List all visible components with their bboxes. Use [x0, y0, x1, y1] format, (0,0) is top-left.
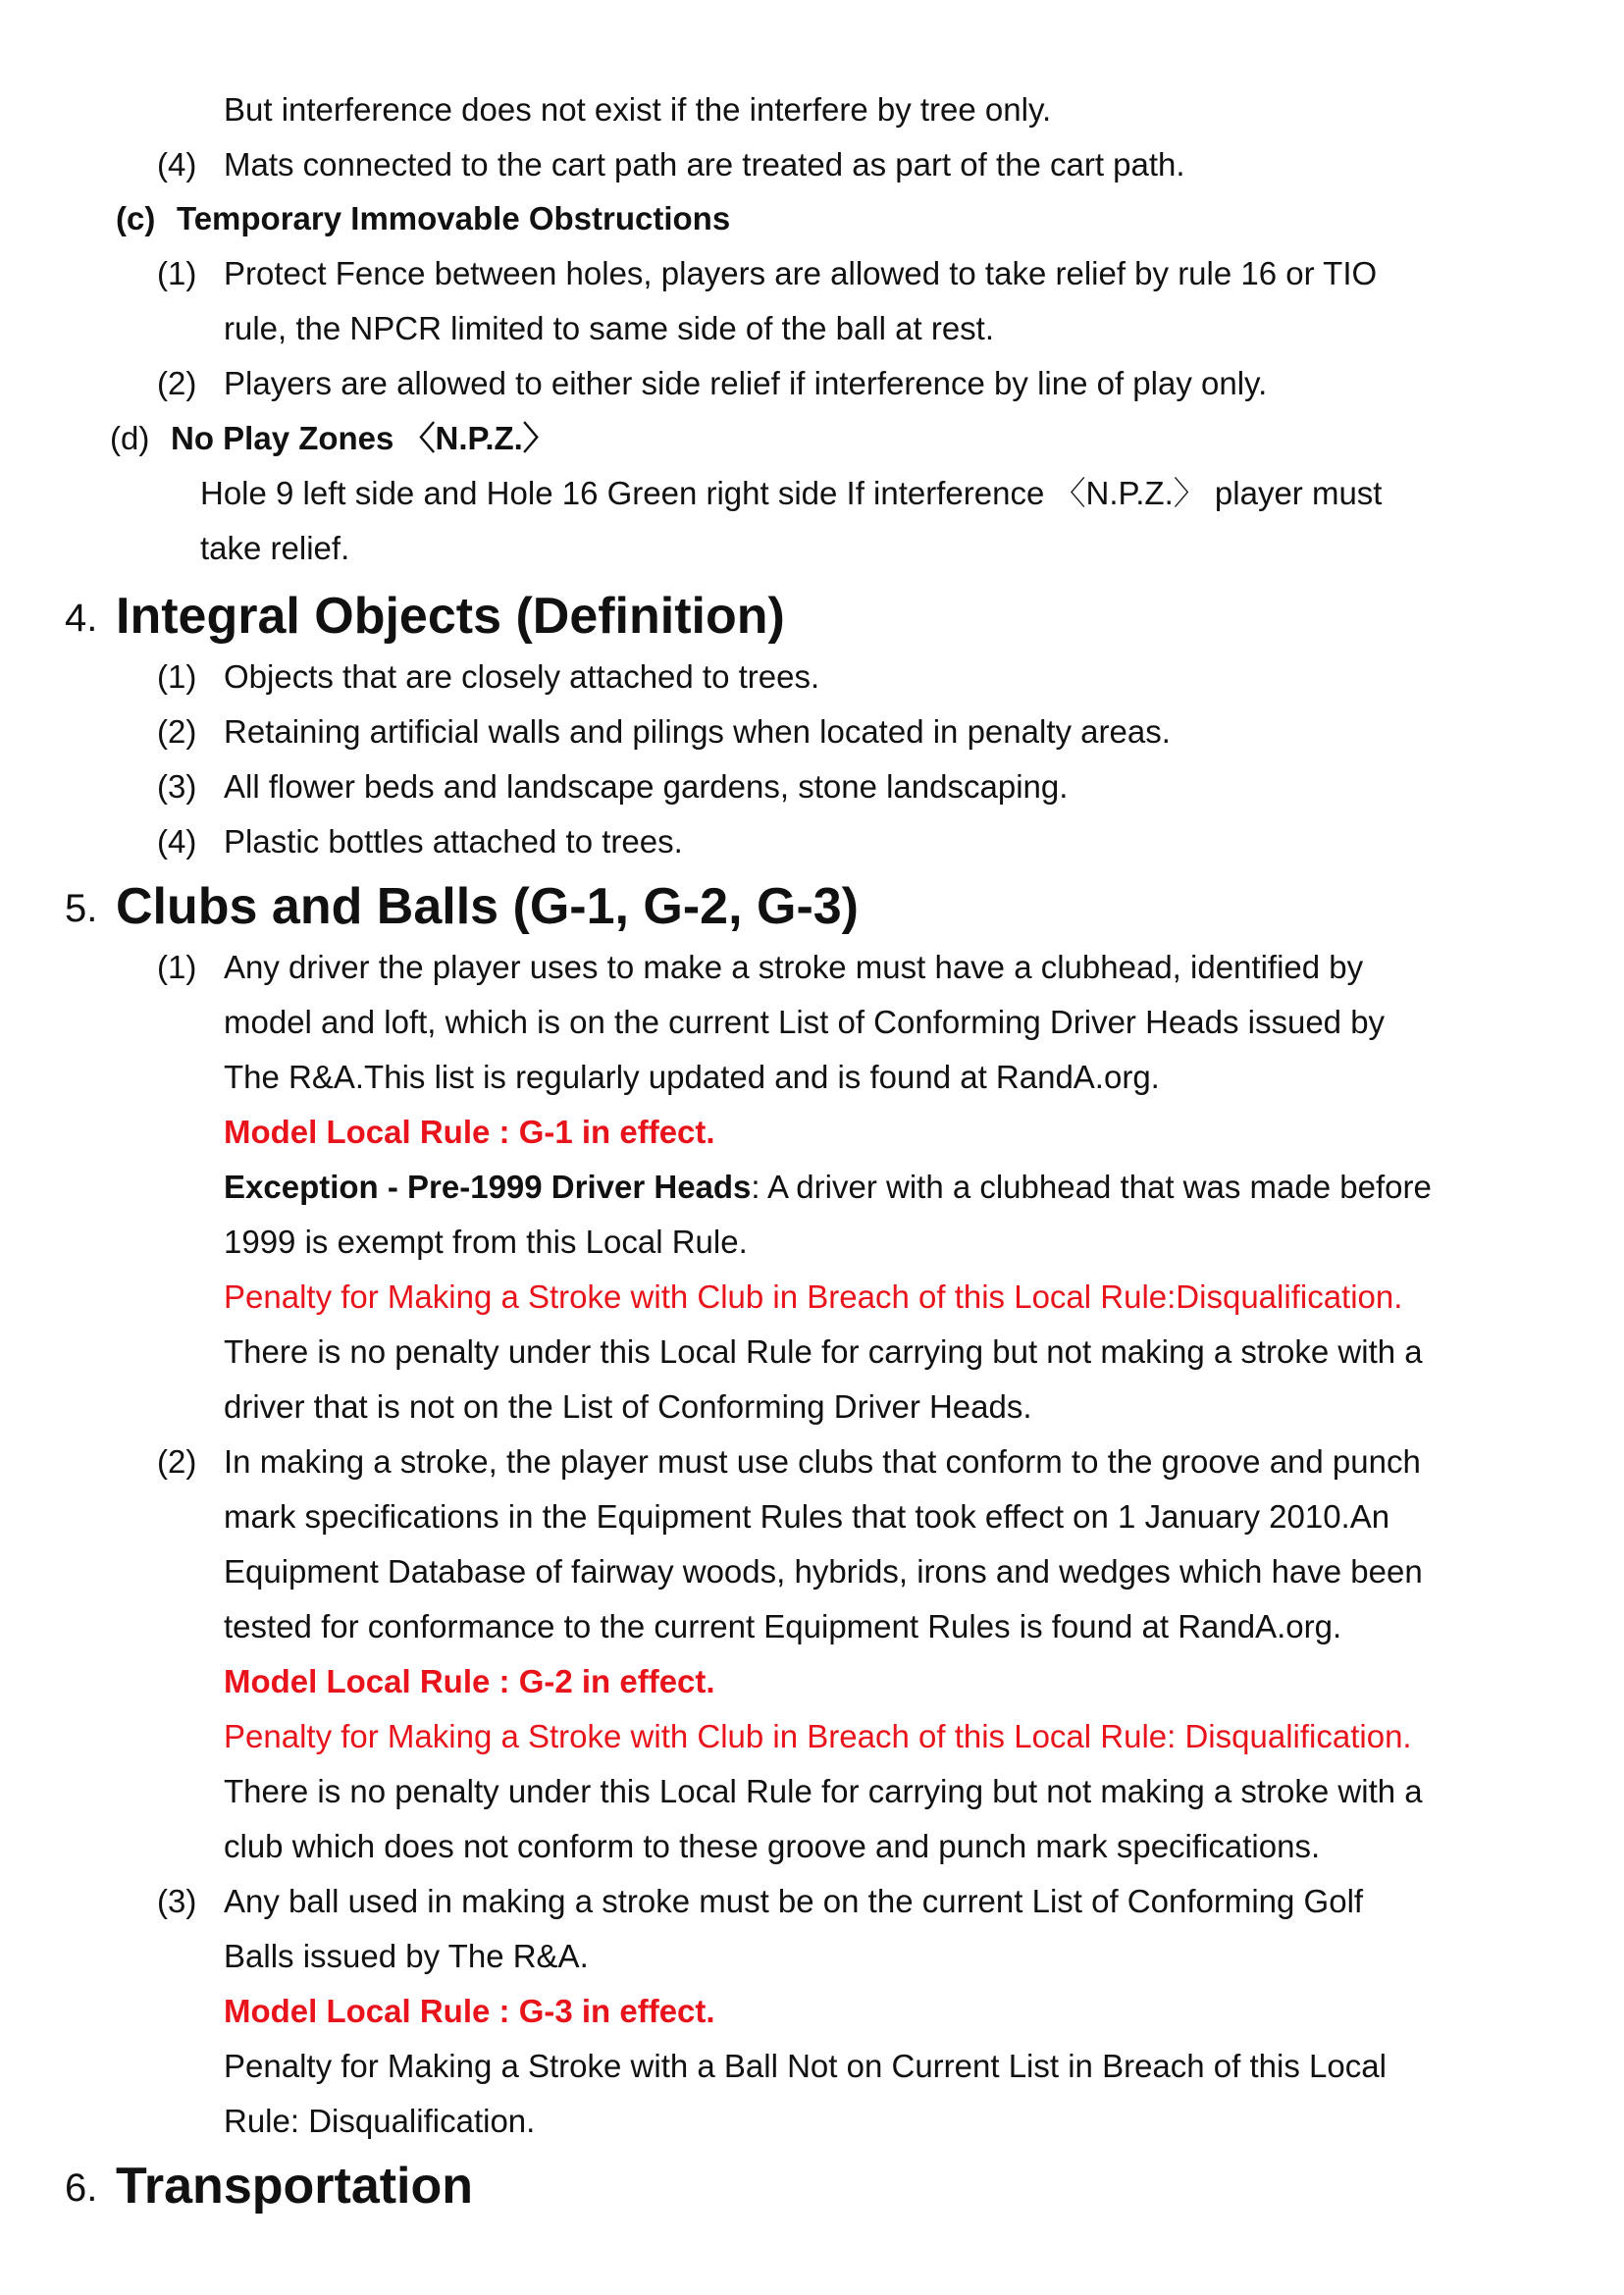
- list-item-text-cont: model and loft, which is on the current List of Conforming Driver Heads issued by: [224, 1004, 1386, 1040]
- subsection-title: No Play Zones 〈N.P.Z.〉: [171, 420, 555, 456]
- item-number: (2): [157, 713, 197, 750]
- penalty-text-cont: Rule: Disqualification.: [224, 2103, 536, 2139]
- section-number: 4.: [65, 597, 98, 640]
- item-number: (3): [157, 1883, 197, 1919]
- list-item-text: Any driver the player uses to make a stroke must have a clubhead, identified by: [224, 949, 1364, 985]
- section-heading: Clubs and Balls (G-1, G-2, G-3): [116, 878, 859, 935]
- paragraph-text: Hole 9 left side and Hole 16 Green right side If interference 〈N.P.Z.〉 player must: [200, 475, 1383, 511]
- list-item-text: Any ball used in making a stroke must be on the current List of Conforming Golf: [224, 1883, 1364, 1919]
- note-text-cont: driver that is not on the List of Conforming Driver Heads.: [224, 1388, 1032, 1425]
- list-item-text-cont: The R&A.This list is regularly updated and is found at RandA.org.: [224, 1059, 1160, 1095]
- note-text: There is no penalty under this Local Rule for carrying but not making a stroke with a: [224, 1773, 1423, 1809]
- list-item-text: In making a stroke, the player must use clubs that conform to the groove and punch: [224, 1443, 1421, 1480]
- model-local-rule: Model Local Rule : G-3 in effect.: [224, 1993, 715, 2029]
- exception-text: : A driver with a clubhead that was made before: [751, 1169, 1432, 1205]
- item-number: (4): [157, 823, 197, 860]
- note-text-cont: club which does not conform to these groove and punch mark specifications.: [224, 1828, 1321, 1864]
- section-heading: Transportation: [116, 2158, 474, 2215]
- paragraph-text-cont: take relief.: [200, 530, 350, 566]
- model-local-rule: Model Local Rule : G-2 in effect.: [224, 1663, 715, 1699]
- item-number: (1): [157, 949, 197, 985]
- model-local-rule: Model Local Rule : G-1 in effect.: [224, 1114, 715, 1150]
- exception-text-cont: 1999 is exempt from this Local Rule.: [224, 1224, 748, 1260]
- penalty-text: Penalty for Making a Stroke with a Ball Not on Current List in Breach of this Local: [224, 2048, 1387, 2084]
- list-item-text: Mats connected to the cart path are treated as part of the cart path.: [224, 146, 1185, 183]
- item-number: (4): [157, 146, 197, 183]
- subsection-label: (c): [116, 200, 156, 236]
- note-text: There is no penalty under this Local Rule for carrying but not making a stroke with a: [224, 1333, 1423, 1370]
- list-item-text: Players are allowed to either side relief if interference by line of play only.: [224, 365, 1268, 401]
- list-item-text: Retaining artificial walls and pilings when located in penalty areas.: [224, 713, 1171, 750]
- continuation-line: But interference does not exist if the interfere by tree only.: [224, 91, 1052, 128]
- item-number: (2): [157, 1443, 197, 1480]
- exception-label: Exception - Pre-1999 Driver Heads: [224, 1169, 752, 1205]
- list-item-text-cont: rule, the NPCR limited to same side of the ball at rest.: [224, 310, 995, 346]
- list-item-text: Objects that are closely attached to trees.: [224, 658, 820, 695]
- subsection-label: (d): [110, 420, 150, 456]
- section-number: 5.: [65, 887, 98, 930]
- subsection-title: Temporary Immovable Obstructions: [177, 200, 731, 236]
- list-item-text-cont: mark specifications in the Equipment Rules that took effect on 1 January 2010.An: [224, 1498, 1390, 1535]
- section-number: 6.: [65, 2166, 98, 2210]
- item-number: (1): [157, 255, 197, 291]
- item-number: (1): [157, 658, 197, 695]
- penalty-text: Penalty for Making a Stroke with Club in Breach of this Local Rule: Disqualification.: [224, 1718, 1412, 1754]
- list-item-text: Protect Fence between holes, players are allowed to take relief by rule 16 or TIO: [224, 255, 1378, 291]
- list-item-text-cont: Equipment Database of fairway woods, hybrids, irons and wedges which have been: [224, 1553, 1423, 1590]
- list-item-text-cont: tested for conformance to the current Equipment Rules is found at RandA.org.: [224, 1608, 1342, 1644]
- list-item-text-cont: Balls issued by The R&A.: [224, 1938, 589, 1974]
- exception-line: [224, 1166, 1432, 1209]
- item-number: (2): [157, 365, 197, 401]
- penalty-text: Penalty for Making a Stroke with Club in Breach of this Local Rule:Disqualification.: [224, 1278, 1403, 1315]
- list-item-text: All flower beds and landscape gardens, stone landscaping.: [224, 768, 1069, 805]
- list-item-text: Plastic bottles attached to trees.: [224, 823, 683, 860]
- section-heading: Integral Objects (Definition): [116, 588, 785, 645]
- item-number: (3): [157, 768, 197, 805]
